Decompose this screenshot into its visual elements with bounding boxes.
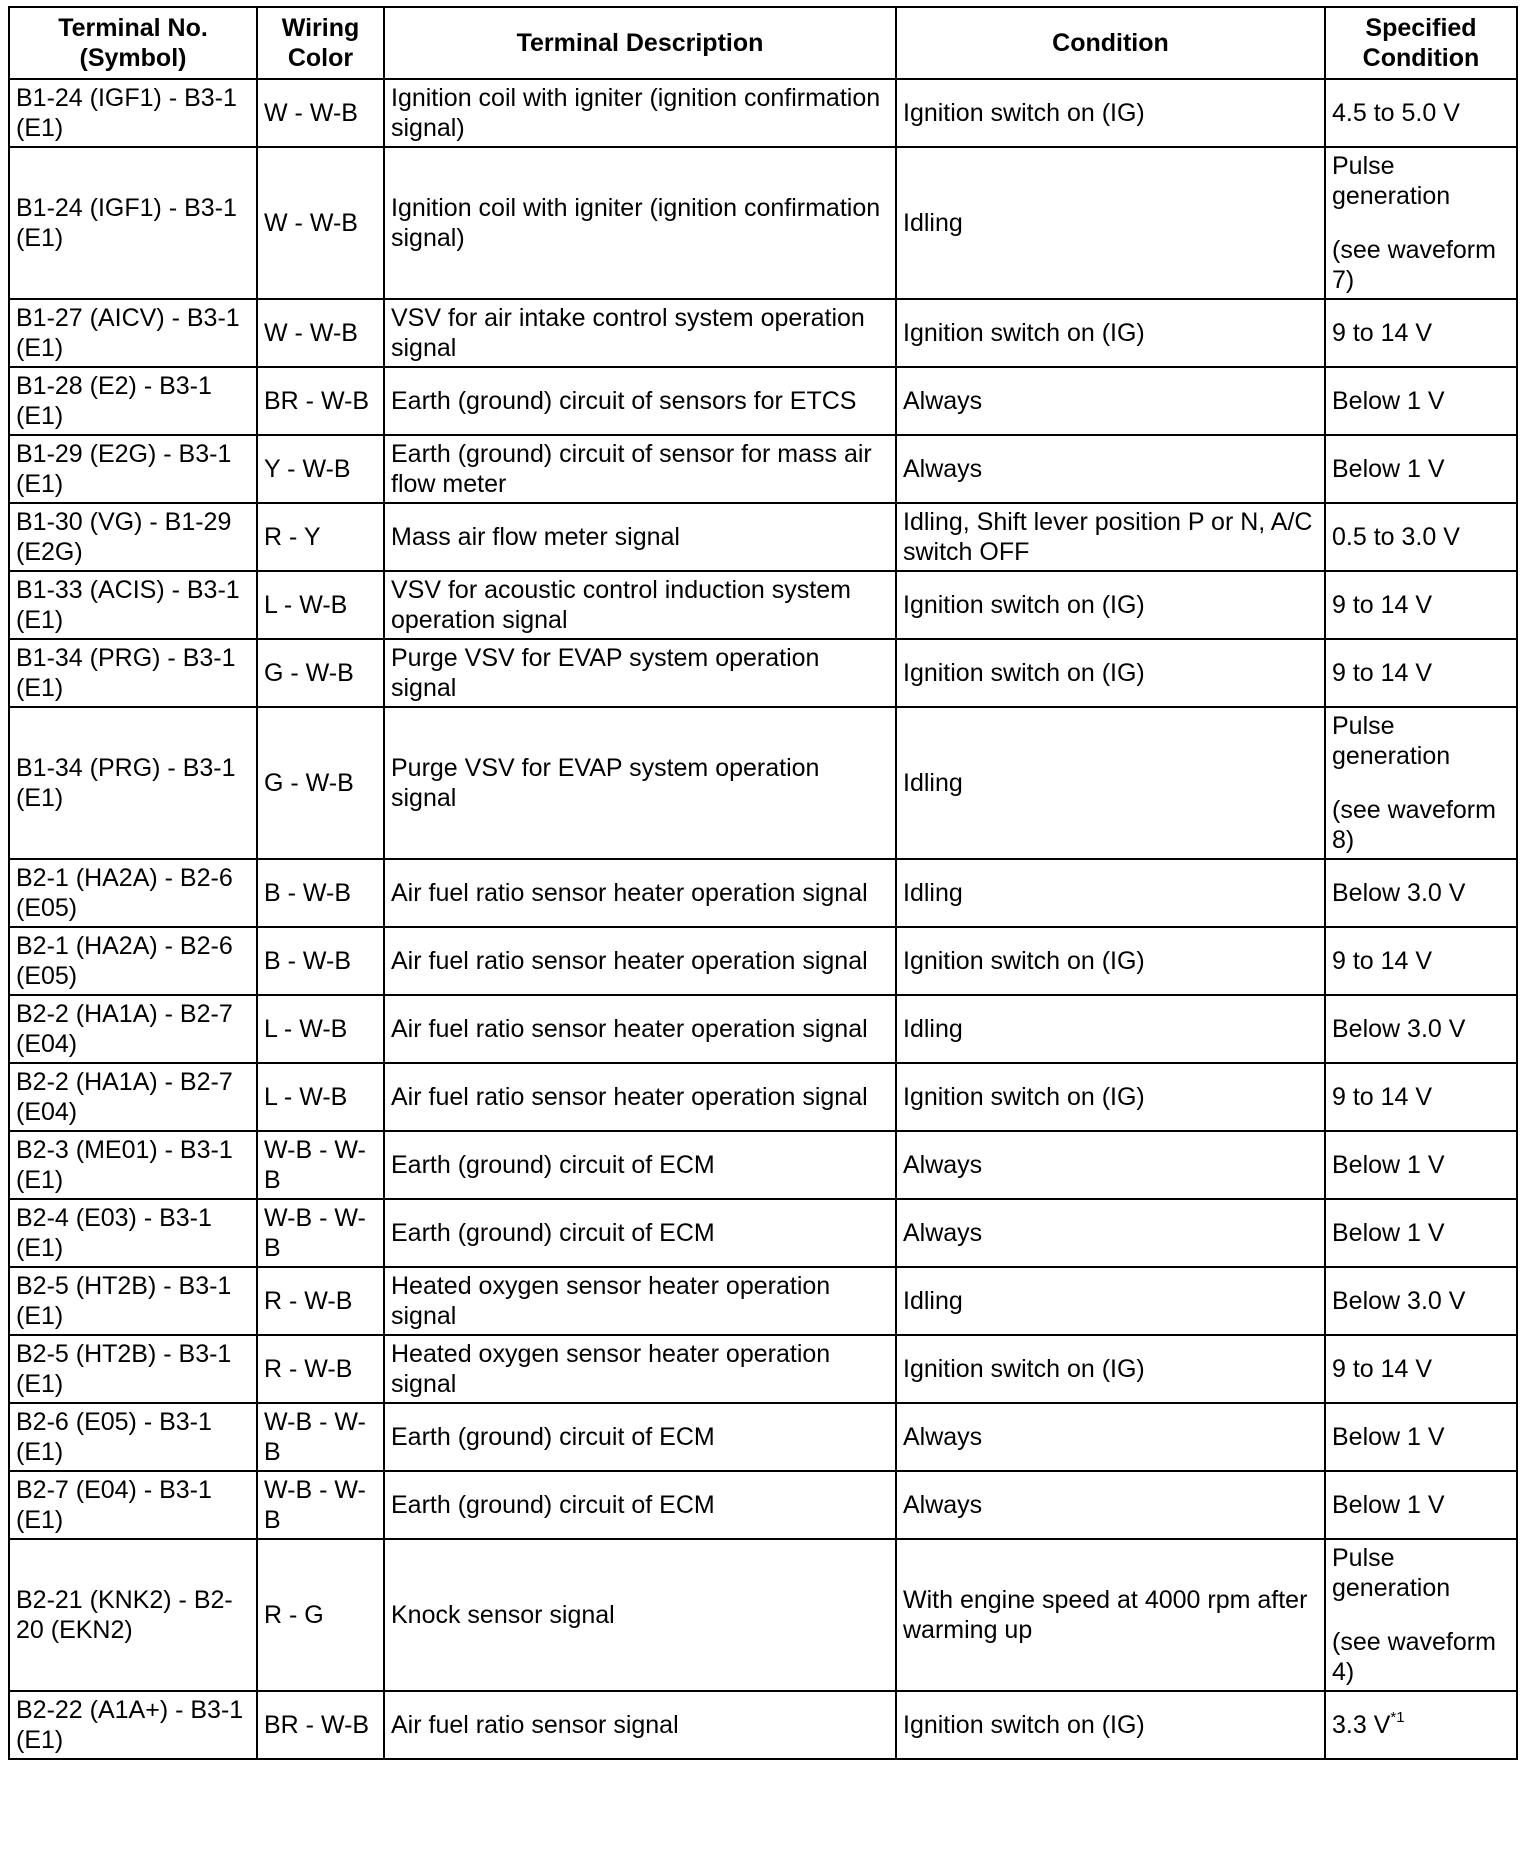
specified-condition-cell <box>1325 367 1517 435</box>
description-cell: Air fuel ratio sensor heater operation signal <box>384 995 896 1063</box>
spec-value-text: Below 1 V <box>1332 1423 1445 1451</box>
spec-value <box>1332 522 1510 552</box>
spec-value <box>1332 1354 1510 1384</box>
condition-cell: Ignition switch on (IG) <box>896 79 1325 147</box>
spec-value-text: 9 to 14 V <box>1332 659 1433 687</box>
spec-value-text: Pulse generation <box>1332 712 1451 770</box>
condition-cell: Ignition switch on (IG) <box>896 299 1325 367</box>
spec-value-text: Below 1 V <box>1332 1491 1445 1519</box>
table-row <box>9 1539 1517 1691</box>
table-row <box>9 859 1517 927</box>
wiring-color-cell: W-B - W-B <box>257 1199 384 1267</box>
specified-condition-cell <box>1325 1267 1517 1335</box>
wiring-color-cell: W - W-B <box>257 299 384 367</box>
wiring-color-cell: L - W-B <box>257 995 384 1063</box>
condition-cell: Idling <box>896 1267 1325 1335</box>
table-row <box>9 79 1517 147</box>
specified-condition-cell <box>1325 1063 1517 1131</box>
wiring-color-cell: R - G <box>257 1539 384 1691</box>
spec-value <box>1332 1218 1510 1248</box>
condition-cell: Always <box>896 1471 1325 1539</box>
spec-value <box>1332 711 1510 771</box>
wiring-color-cell: G - W-B <box>257 639 384 707</box>
condition-cell: Always <box>896 1403 1325 1471</box>
spec-value-text: 4.5 to 5.0 V <box>1332 99 1460 127</box>
wiring-color-cell: R - W-B <box>257 1267 384 1335</box>
description-cell: VSV for acoustic control induction system operation signal <box>384 571 896 639</box>
condition-cell: Always <box>896 367 1325 435</box>
condition-cell: Always <box>896 435 1325 503</box>
header-terminal: Terminal No. (Symbol) <box>9 7 257 79</box>
header-terminal-description: Terminal Description <box>384 7 896 79</box>
wiring-color-cell: W-B - W-B <box>257 1471 384 1539</box>
description-cell: Earth (ground) circuit of ECM <box>384 1199 896 1267</box>
wiring-color-cell: L - W-B <box>257 1063 384 1131</box>
description-cell: Ignition coil with igniter (ignition confirmation signal) <box>384 79 896 147</box>
table-row <box>9 1335 1517 1403</box>
condition-cell: With engine speed at 4000 rpm after warming up <box>896 1539 1325 1691</box>
terminal-cell: B1-34 (PRG) - B3-1 (E1) <box>9 707 257 859</box>
spec-value-text: Below 1 V <box>1332 455 1445 483</box>
header-condition: Condition <box>896 7 1325 79</box>
description-cell: VSV for air intake control system operation signal <box>384 299 896 367</box>
wiring-color-cell: W - W-B <box>257 147 384 299</box>
description-cell: Air fuel ratio sensor heater operation signal <box>384 927 896 995</box>
spec-value-text: Below 1 V <box>1332 387 1445 415</box>
table-row <box>9 639 1517 707</box>
wiring-color-cell: W-B - W-B <box>257 1131 384 1199</box>
terminal-cell: B2-7 (E04) - B3-1 (E1) <box>9 1471 257 1539</box>
wiring-color-cell: B - W-B <box>257 927 384 995</box>
spec-value <box>1332 1286 1510 1316</box>
description-cell: Purge VSV for EVAP system operation signal <box>384 707 896 859</box>
description-cell: Mass air flow meter signal <box>384 503 896 571</box>
spec-waveform-note: (see waveform 8) <box>1332 796 1496 854</box>
terminal-cell: B1-29 (E2G) - B3-1 (E1) <box>9 435 257 503</box>
header-row <box>9 7 1517 79</box>
table-row <box>9 1471 1517 1539</box>
table-row <box>9 299 1517 367</box>
wiring-color-cell: W - W-B <box>257 79 384 147</box>
terminal-cell: B2-6 (E05) - B3-1 (E1) <box>9 1403 257 1471</box>
specified-condition-cell <box>1325 1335 1517 1403</box>
terminal-cell: B2-3 (ME01) - B3-1 (E1) <box>9 1131 257 1199</box>
description-cell: Heated oxygen sensor heater operation signal <box>384 1335 896 1403</box>
specified-condition-cell <box>1325 639 1517 707</box>
description-cell: Earth (ground) circuit of ECM <box>384 1403 896 1471</box>
condition-cell: Ignition switch on (IG) <box>896 1691 1325 1759</box>
terminal-cell: B2-1 (HA2A) - B2-6 (E05) <box>9 927 257 995</box>
spec-value <box>1332 658 1510 688</box>
spec-value-text: Below 1 V <box>1332 1151 1445 1179</box>
spec-value <box>1332 1710 1510 1740</box>
spec-value-text: 9 to 14 V <box>1332 947 1433 975</box>
spec-value-text: 9 to 14 V <box>1332 319 1433 347</box>
specified-condition-cell <box>1325 1403 1517 1471</box>
wiring-color-cell: B - W-B <box>257 859 384 927</box>
terminal-cell: B1-28 (E2) - B3-1 (E1) <box>9 367 257 435</box>
table-row <box>9 1403 1517 1471</box>
specified-condition-cell <box>1325 79 1517 147</box>
footnote-marker: *1 <box>1390 1708 1405 1726</box>
spec-value-text: Pulse generation <box>1332 152 1451 210</box>
wiring-color-cell: R - W-B <box>257 1335 384 1403</box>
wiring-color-cell: R - Y <box>257 503 384 571</box>
condition-cell: Ignition switch on (IG) <box>896 927 1325 995</box>
spec-value-text: Below 1 V <box>1332 1219 1445 1247</box>
spec-value-text: Below 3.0 V <box>1332 1287 1466 1315</box>
terminal-cell: B1-24 (IGF1) - B3-1 (E1) <box>9 147 257 299</box>
description-cell: Heated oxygen sensor heater operation signal <box>384 1267 896 1335</box>
condition-cell: Idling <box>896 859 1325 927</box>
table-row <box>9 1199 1517 1267</box>
condition-cell: Idling, Shift lever position P or N, A/C switch OFF <box>896 503 1325 571</box>
table-row <box>9 1063 1517 1131</box>
description-cell: Air fuel ratio sensor signal <box>384 1691 896 1759</box>
terminal-cell: B2-5 (HT2B) - B3-1 (E1) <box>9 1335 257 1403</box>
wiring-color-cell: G - W-B <box>257 707 384 859</box>
spec-value-text: Pulse generation <box>1332 1544 1451 1602</box>
terminal-cell: B2-2 (HA1A) - B2-7 (E04) <box>9 1063 257 1131</box>
condition-cell: Idling <box>896 995 1325 1063</box>
condition-cell: Ignition switch on (IG) <box>896 571 1325 639</box>
spec-value-text: Below 3.0 V <box>1332 879 1466 907</box>
table-row <box>9 503 1517 571</box>
table-row <box>9 1691 1517 1759</box>
specified-condition-cell <box>1325 1199 1517 1267</box>
condition-cell: Idling <box>896 147 1325 299</box>
condition-cell: Ignition switch on (IG) <box>896 639 1325 707</box>
specified-condition-cell <box>1325 927 1517 995</box>
spec-value-text: 3.3 V <box>1332 1711 1391 1739</box>
terminal-cell: B1-34 (PRG) - B3-1 (E1) <box>9 639 257 707</box>
terminal-cell: B2-4 (E03) - B3-1 (E1) <box>9 1199 257 1267</box>
spec-value <box>1332 386 1510 416</box>
spec-value-text: 0.5 to 3.0 V <box>1332 523 1460 551</box>
spec-value <box>1332 318 1510 348</box>
description-cell: Purge VSV for EVAP system operation signal <box>384 639 896 707</box>
specified-condition-cell <box>1325 571 1517 639</box>
specified-condition-cell <box>1325 147 1517 299</box>
table-row <box>9 1267 1517 1335</box>
terminal-cell: B2-21 (KNK2) - B2-20 (EKN2) <box>9 1539 257 1691</box>
specified-condition-cell <box>1325 995 1517 1063</box>
spec-value <box>1332 590 1510 620</box>
description-cell: Earth (ground) circuit of ECM <box>384 1131 896 1199</box>
spec-waveform-note: (see waveform 4) <box>1332 1628 1496 1686</box>
terminal-cell: B2-2 (HA1A) - B2-7 (E04) <box>9 995 257 1063</box>
spec-value <box>1332 946 1510 976</box>
terminal-cell: B1-24 (IGF1) - B3-1 (E1) <box>9 79 257 147</box>
spec-value <box>1332 151 1510 211</box>
wiring-color-cell: BR - W-B <box>257 1691 384 1759</box>
table-row <box>9 995 1517 1063</box>
table-row <box>9 707 1517 859</box>
table-row <box>9 367 1517 435</box>
condition-cell: Ignition switch on (IG) <box>896 1063 1325 1131</box>
description-cell: Air fuel ratio sensor heater operation signal <box>384 1063 896 1131</box>
spec-value-text: 9 to 14 V <box>1332 1083 1433 1111</box>
spec-value <box>1332 1490 1510 1520</box>
spec-value-text: Below 3.0 V <box>1332 1015 1466 1043</box>
specified-condition-cell <box>1325 503 1517 571</box>
spec-value-text: 9 to 14 V <box>1332 591 1433 619</box>
condition-cell: Always <box>896 1199 1325 1267</box>
table-row <box>9 1131 1517 1199</box>
description-cell: Knock sensor signal <box>384 1539 896 1691</box>
table-row <box>9 927 1517 995</box>
spec-value <box>1332 1543 1510 1603</box>
spec-value <box>1332 98 1510 128</box>
specified-condition-cell <box>1325 1471 1517 1539</box>
spec-waveform-note: (see waveform 7) <box>1332 236 1496 294</box>
specified-condition-cell <box>1325 859 1517 927</box>
specified-condition-cell <box>1325 1691 1517 1759</box>
terminal-spec-table <box>8 6 1518 1760</box>
wiring-color-cell: L - W-B <box>257 571 384 639</box>
specified-condition-cell <box>1325 1539 1517 1691</box>
wiring-color-cell: Y - W-B <box>257 435 384 503</box>
specified-condition-cell <box>1325 435 1517 503</box>
spec-value-text: 9 to 14 V <box>1332 1355 1433 1383</box>
terminal-cell: B1-33 (ACIS) - B3-1 (E1) <box>9 571 257 639</box>
spec-value <box>1332 1150 1510 1180</box>
description-cell: Earth (ground) circuit of sensor for mass air flow meter <box>384 435 896 503</box>
table-row <box>9 147 1517 299</box>
terminal-cell: B2-5 (HT2B) - B3-1 (E1) <box>9 1267 257 1335</box>
description-cell: Earth (ground) circuit of sensors for ETCS <box>384 367 896 435</box>
spec-value <box>1332 1082 1510 1112</box>
specified-condition-cell <box>1325 707 1517 859</box>
spec-value <box>1332 1014 1510 1044</box>
condition-cell: Idling <box>896 707 1325 859</box>
table-row <box>9 435 1517 503</box>
spec-value <box>1332 878 1510 908</box>
terminal-cell: B2-22 (A1A+) - B3-1 (E1) <box>9 1691 257 1759</box>
header-specified-condition: Specified Condition <box>1325 7 1517 79</box>
condition-cell: Always <box>896 1131 1325 1199</box>
description-cell: Air fuel ratio sensor heater operation signal <box>384 859 896 927</box>
condition-cell: Ignition switch on (IG) <box>896 1335 1325 1403</box>
terminal-cell: B1-30 (VG) - B1-29 (E2G) <box>9 503 257 571</box>
wiring-color-cell: BR - W-B <box>257 367 384 435</box>
description-cell: Earth (ground) circuit of ECM <box>384 1471 896 1539</box>
specified-condition-cell <box>1325 299 1517 367</box>
wiring-color-cell: W-B - W-B <box>257 1403 384 1471</box>
description-cell: Ignition coil with igniter (ignition confirmation signal) <box>384 147 896 299</box>
table-row <box>9 571 1517 639</box>
terminal-cell: B1-27 (AICV) - B3-1 (E1) <box>9 299 257 367</box>
spec-value <box>1332 454 1510 484</box>
header-wiring-color: Wiring Color <box>257 7 384 79</box>
terminal-cell: B2-1 (HA2A) - B2-6 (E05) <box>9 859 257 927</box>
spec-value <box>1332 1422 1510 1452</box>
specified-condition-cell <box>1325 1131 1517 1199</box>
